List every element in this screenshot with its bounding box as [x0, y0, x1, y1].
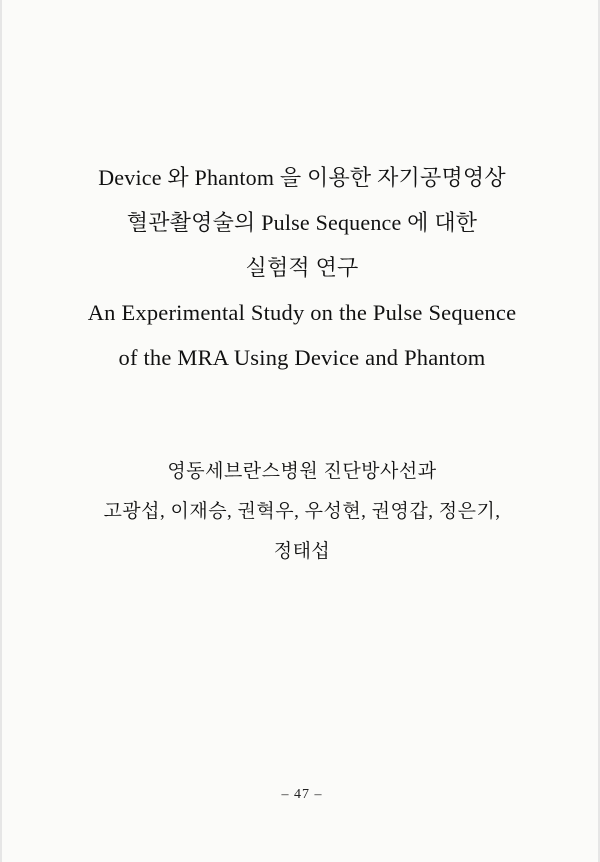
department-name: 영동세브란스병원 진단방사선과	[167, 461, 437, 482]
korean-title-line-1: Device 와 Phantom 을 이용한 자기공명영상	[98, 165, 506, 190]
korean-title-line-2: 혈관촬영술의 Pulse Sequence 에 대한	[126, 210, 478, 235]
authors-line-1: 고광섭, 이재승, 권혁우, 우성현, 권영갑, 정은기,	[103, 501, 501, 522]
paper-title	[2, 155, 600, 380]
korean-title-line-3: 실험적 연구	[245, 255, 359, 280]
english-title-line-1: An Experimental Study on the Pulse Sequence	[87, 300, 517, 325]
page-number: – 47 –	[281, 787, 323, 802]
author-affiliation	[2, 452, 600, 572]
authors-line-2: 정태섭	[273, 541, 331, 562]
english-title-line-2: of the MRA Using Device and Phantom	[118, 345, 486, 370]
